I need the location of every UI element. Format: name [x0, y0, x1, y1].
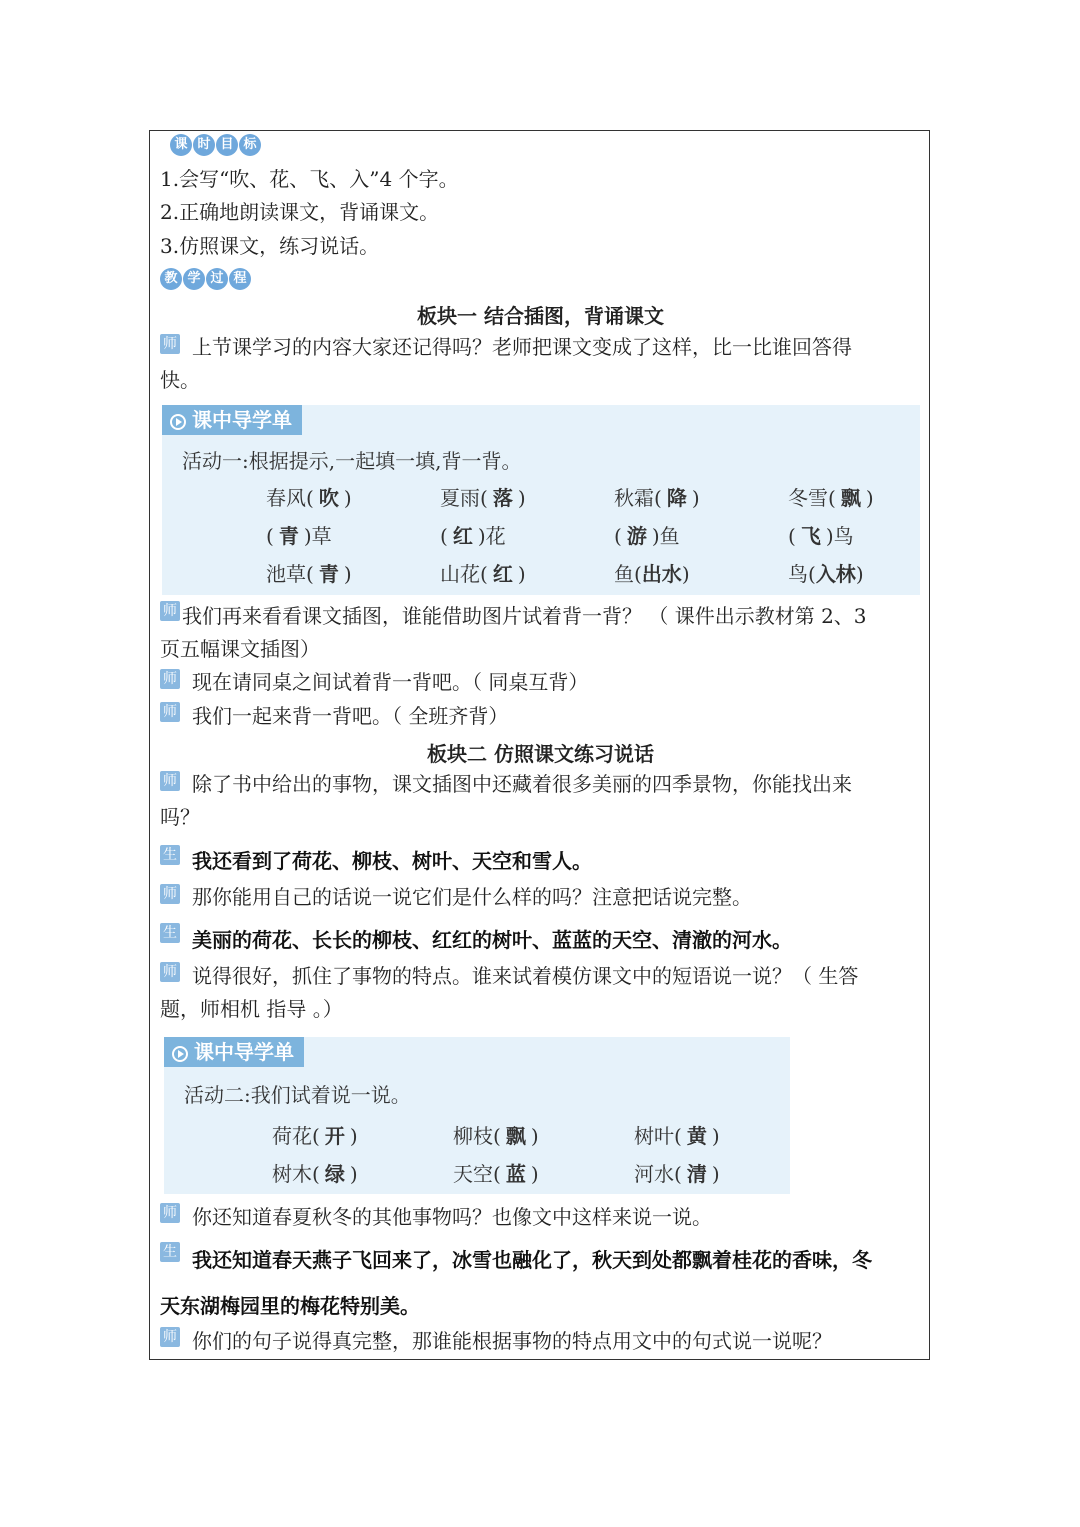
fill-in-prefix: ( [788, 524, 796, 548]
fill-in-suffix: ) [349, 1162, 358, 1186]
student-icon: 生 [160, 923, 180, 943]
fill-in-suffix: ) [530, 1124, 539, 1148]
fill-in-suffix: ) [855, 562, 864, 586]
fill-in-item [788, 520, 854, 549]
fill-in-answer: 落 [492, 486, 513, 510]
fill-in-prefix: 秋霜( [614, 486, 662, 510]
tag-char: 目 [216, 134, 238, 156]
fill-in-suffix: )鸟 [825, 524, 854, 548]
section-tag-goals [170, 133, 262, 156]
block2-student-3-line1: 我还知道春天燕子飞回来了，冰雪也融化了，秋天到处都飘着桂花的香味，冬 [192, 1248, 872, 1272]
fill-in-item [272, 1158, 358, 1187]
fill-in-item [266, 558, 352, 587]
fill-in-suffix: ) [711, 1162, 720, 1186]
guide-sheet-tab [162, 405, 302, 435]
block2-teacher-4: 你还知道春夏秋冬的其他事物吗？也像文中这样来说一说。 [192, 1205, 712, 1229]
fill-in-suffix: ) [711, 1124, 720, 1148]
fill-in-answer: 飘 [840, 486, 861, 510]
fill-in-answer: 红 [452, 524, 473, 548]
fill-in-prefix: 鸟( [788, 562, 816, 586]
fill-in-item [614, 520, 680, 549]
fill-in-answer: 红 [492, 562, 513, 586]
block2-student-3-line2: 天东湖梅园里的梅花特别美。 [160, 1294, 420, 1318]
goal-2: 2.正确地朗读课文，背诵课文。 [160, 200, 440, 224]
tag-char: 过 [206, 268, 228, 290]
fill-in-item [634, 1120, 720, 1149]
fill-in-answer: 青 [278, 524, 299, 548]
tag-char: 标 [239, 134, 261, 156]
fill-in-item [634, 1158, 720, 1187]
tag-char: 时 [193, 134, 215, 156]
block1-teacher-2-line2: 页五幅课文插图） [160, 637, 320, 661]
tag-char: 课 [170, 134, 192, 156]
fill-in-item [614, 558, 690, 587]
fill-in-answer: 飘 [505, 1124, 526, 1148]
guide-sheet-1 [162, 405, 920, 595]
guide-sheet-2 [164, 1037, 790, 1194]
teacher-icon: 师 [160, 601, 180, 621]
block1-teacher-1-line2: 快。 [160, 368, 200, 392]
fill-in-prefix: ( [266, 524, 274, 548]
fill-in-prefix: 河水( [634, 1162, 682, 1186]
fill-in-answer: 清 [686, 1162, 707, 1186]
fill-in-prefix: 树叶( [634, 1124, 682, 1148]
fill-in-suffix: ) [865, 486, 874, 510]
fill-in-prefix: 鱼( [614, 562, 642, 586]
teacher-icon: 师 [160, 1203, 180, 1223]
block1-teacher-4: 我们一起来背一背吧。（ 全班齐背） [192, 704, 509, 728]
teacher-icon: 师 [160, 771, 180, 791]
fill-in-suffix: )草 [303, 524, 332, 548]
play-icon [170, 414, 186, 430]
teacher-icon: 师 [160, 1327, 180, 1347]
fill-in-item [266, 482, 352, 511]
student-icon: 生 [160, 1242, 180, 1262]
guide-sheet-title: 课中导学单 [194, 1040, 294, 1064]
fill-in-prefix: ( [440, 524, 448, 548]
fill-in-suffix: ) [517, 486, 526, 510]
block2-teacher-2: 那你能用自己的话说一说它们是什么样的吗？注意把话说完整。 [192, 885, 752, 909]
fill-in-answer: 蓝 [505, 1162, 526, 1186]
fill-in-answer: 青 [318, 562, 339, 586]
fill-in-answer: 出水 [641, 562, 682, 586]
fill-in-prefix: 山花( [440, 562, 488, 586]
tag-char: 学 [183, 268, 205, 290]
fill-in-prefix: 冬雪( [788, 486, 836, 510]
fill-in-suffix: ) [343, 486, 352, 510]
fill-in-item [788, 482, 874, 511]
block2-teacher-5: 你们的句子说得真完整，那谁能根据事物的特点用文中的句式说一说呢？ [192, 1329, 832, 1353]
teacher-icon: 师 [160, 884, 180, 904]
activity-2-instruction: 活动二:我们试着说一说。 [184, 1083, 411, 1107]
fill-in-answer: 游 [626, 524, 647, 548]
fill-in-answer: 入林 [815, 562, 856, 586]
tag-char: 教 [160, 268, 182, 290]
fill-in-prefix: 树木( [272, 1162, 320, 1186]
block1-teacher-3: 现在请同桌之间试着背一背吧。（ 同桌互背） [192, 670, 589, 694]
fill-in-item [453, 1120, 539, 1149]
lesson-plan-frame [149, 130, 930, 1360]
fill-in-answer: 降 [666, 486, 687, 510]
fill-in-prefix: ( [614, 524, 622, 548]
fill-in-prefix: 春风( [266, 486, 314, 510]
block1-teacher-2-line1: 我们再来看看课文插图，谁能借助图片试着背一背？ （ 课件出示教材第 2、3 [182, 604, 867, 628]
fill-in-item [266, 520, 332, 549]
block2-teacher-3-line1: 说得很好，抓住了事物的特点。谁来试着模仿课文中的短语说一说？（ 生答 [192, 964, 859, 988]
fill-in-suffix: ) [681, 562, 690, 586]
teacher-icon: 师 [160, 962, 180, 982]
section-tag-process [160, 267, 252, 290]
teacher-icon: 师 [160, 702, 180, 722]
block1-title: 板块一 结合插图，背诵课文 [417, 304, 664, 328]
fill-in-prefix: 夏雨( [440, 486, 488, 510]
fill-in-prefix: 荷花( [272, 1124, 320, 1148]
fill-in-item [788, 558, 864, 587]
fill-in-suffix: )鱼 [651, 524, 680, 548]
guide-sheet-title: 课中导学单 [192, 408, 292, 432]
fill-in-suffix: ) [349, 1124, 358, 1148]
fill-in-suffix: )花 [477, 524, 506, 548]
fill-in-item [440, 558, 526, 587]
block2-student-1: 我还看到了荷花、柳枝、树叶、天空和雪人。 [192, 849, 592, 873]
fill-in-item [440, 520, 506, 549]
fill-in-item [272, 1120, 358, 1149]
fill-in-answer: 黄 [686, 1124, 707, 1148]
fill-in-answer: 绿 [324, 1162, 345, 1186]
block2-teacher-1-line1: 除了书中给出的事物，课文插图中还藏着很多美丽的四季景物，你能找出来 [192, 772, 852, 796]
fill-in-answer: 飞 [800, 524, 821, 548]
guide-sheet-tab [164, 1037, 304, 1067]
block2-teacher-3-line2: 题，师相机 指导 。） [160, 997, 343, 1021]
block2-student-2: 美丽的荷花、长长的柳枝、红红的树叶、蓝蓝的天空、清澈的河水。 [192, 928, 792, 952]
fill-in-answer: 吹 [318, 486, 339, 510]
teacher-icon: 师 [160, 669, 180, 689]
goal-3: 3.仿照课文，练习说话。 [160, 234, 380, 258]
activity-1-instruction: 活动一:根据提示,一起填一填,背一背。 [182, 449, 522, 473]
fill-in-prefix: 天空( [453, 1162, 501, 1186]
goal-1: 1.会写“吹、花、飞、入”4 个字。 [160, 167, 459, 191]
fill-in-prefix: 柳枝( [453, 1124, 501, 1148]
teacher-icon: 师 [160, 334, 180, 354]
play-icon [172, 1046, 188, 1062]
fill-in-suffix: ) [517, 562, 526, 586]
fill-in-suffix: ) [691, 486, 700, 510]
fill-in-prefix: 池草( [266, 562, 314, 586]
fill-in-suffix: ) [530, 1162, 539, 1186]
fill-in-suffix: ) [343, 562, 352, 586]
fill-in-item [614, 482, 700, 511]
student-icon: 生 [160, 845, 180, 865]
fill-in-item [453, 1158, 539, 1187]
tag-char: 程 [229, 268, 251, 290]
block1-teacher-1-line1: 上节课学习的内容大家还记得吗？老师把课文变成了这样，比一比谁回答得 [192, 335, 852, 359]
fill-in-item [440, 482, 526, 511]
block2-title: 板块二 仿照课文练习说话 [427, 742, 654, 766]
fill-in-answer: 开 [324, 1124, 345, 1148]
block2-teacher-1-line2: 吗？ [160, 805, 200, 829]
